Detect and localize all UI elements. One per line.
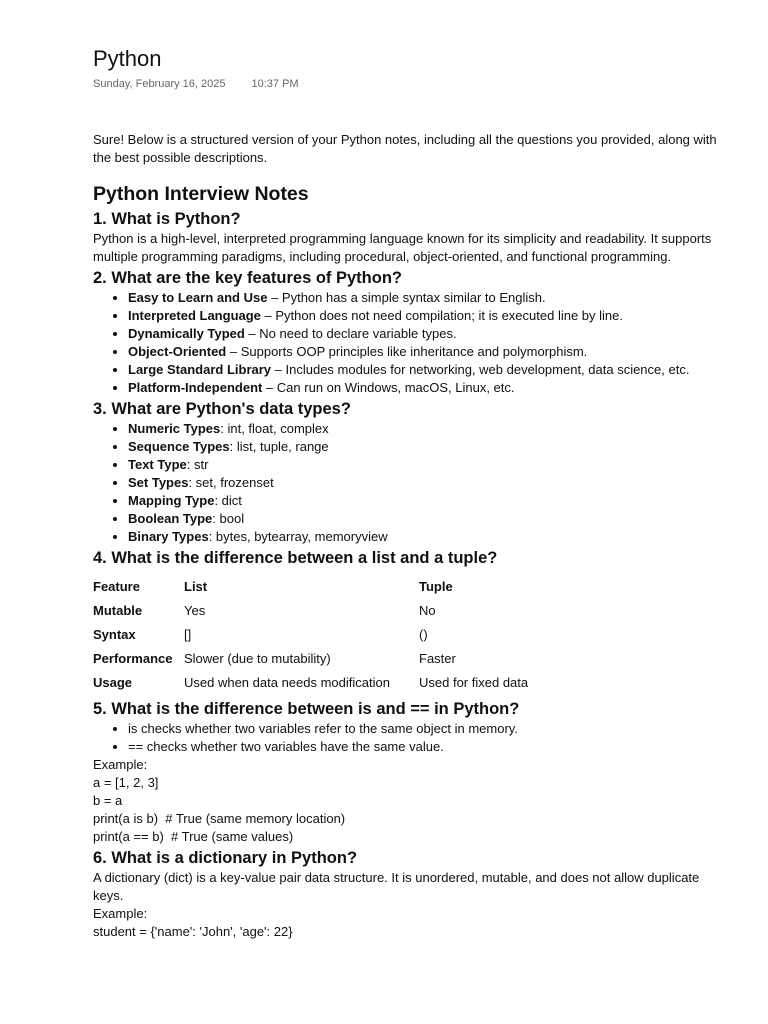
- table-cell: Yes: [184, 602, 206, 618]
- table-cell: Slower (due to mutability): [184, 650, 331, 666]
- list-item-desc: : set, frozenset: [188, 475, 274, 490]
- list-item-term: Interpreted Language: [128, 308, 261, 323]
- section-body: Python is a high-level, interpreted programming language known for its simplicity and readability. It supports multiple programming paradigms, including procedural, object-oriented, and functional programming.: [93, 231, 712, 264]
- list-item: [128, 420, 733, 438]
- code-line: student = {'name': 'John', 'age': 22}: [93, 924, 293, 939]
- feature-list: [93, 289, 733, 397]
- intro-paragraph: Sure! Below is a structured version of your Python notes, including all the questions you provided, along with the best possible descriptions.: [93, 132, 717, 165]
- list-item-desc: : list, tuple, range: [229, 439, 329, 454]
- table-header-cell: Feature: [93, 578, 140, 594]
- list-item-term: Set Types: [128, 475, 189, 490]
- section-heading: 5. What is the difference between is and == in Python?: [93, 700, 520, 718]
- list-item-term: Binary Types: [128, 529, 209, 544]
- list-item-term: Sequence Types: [128, 439, 230, 454]
- section-heading: 3. What are Python's data types?: [93, 400, 351, 418]
- list-item-desc: : bytes, bytearray, memoryview: [208, 529, 388, 544]
- list-item: • is checks whether two variables refer to the same object in memory.: [128, 720, 733, 738]
- table-header-cell: List: [184, 578, 208, 594]
- list-item: [128, 343, 733, 361]
- list-item: [128, 510, 733, 528]
- list-item-desc: – Supports OOP principles like inheritance and polymorphism.: [226, 344, 588, 359]
- example-label: Example:: [93, 906, 148, 921]
- code-line: b = a: [93, 793, 123, 808]
- table-cell: Used for fixed data: [419, 674, 529, 690]
- table-cell: Used when data needs modification: [184, 674, 390, 690]
- table-cell: Syntax: [93, 626, 136, 642]
- list-item-desc: : bool: [212, 511, 245, 526]
- list-item-desc: – Python has a simple syntax similar to English.: [267, 290, 546, 305]
- comparison-list: [93, 720, 733, 756]
- list-item-desc: : dict: [214, 493, 242, 508]
- section-heading: 1. What is Python?: [93, 210, 241, 228]
- list-item: [128, 289, 733, 307]
- list-item-term: Text Type: [128, 457, 187, 472]
- section-heading: 2. What are the key features of Python?: [93, 269, 402, 287]
- table-cell: Faster: [419, 650, 456, 666]
- section-heading: 6. What is a dictionary in Python?: [93, 849, 358, 867]
- list-item-desc: : int, float, complex: [220, 421, 329, 436]
- list-item: [128, 492, 733, 510]
- note-date: Sunday, February 16, 2025: [93, 78, 226, 90]
- table-row: [93, 622, 619, 646]
- note-timestamp: [93, 77, 733, 91]
- note-title: Python: [93, 46, 162, 71]
- table-cell: Mutable: [93, 602, 143, 618]
- comparison-table: [93, 574, 619, 694]
- list-item: [128, 325, 733, 343]
- list-item: [128, 456, 733, 474]
- table-cell: Performance: [93, 650, 173, 666]
- table-header-row: [93, 574, 619, 598]
- table-cell: Usage: [93, 674, 133, 690]
- note-time: 10:37 PM: [251, 78, 299, 90]
- list-item: • == checks whether two variables have the same value.: [128, 738, 733, 756]
- table-header-cell: Tuple: [419, 578, 453, 594]
- list-item: [128, 379, 733, 397]
- note-page: [93, 44, 733, 941]
- list-item-term: Object-Oriented: [128, 344, 227, 359]
- table-row: [93, 646, 619, 670]
- list-item-desc: : str: [186, 457, 209, 472]
- list-item-term: Platform-Independent: [128, 380, 263, 395]
- list-item-term: Large Standard Library: [128, 362, 272, 377]
- list-item: [128, 528, 733, 546]
- list-item: [128, 361, 733, 379]
- list-item-term: Numeric Types: [128, 421, 221, 436]
- list-item: [128, 438, 733, 456]
- list-item-desc: – Can run on Windows, macOS, Linux, etc.: [262, 380, 515, 395]
- list-item: [128, 307, 733, 325]
- list-item-desc: – No need to declare variable types.: [244, 326, 457, 341]
- list-item-term: Mapping Type: [128, 493, 215, 508]
- table-cell: []: [184, 626, 192, 642]
- example-label: Example:: [93, 757, 148, 772]
- list-item-term: Dynamically Typed: [128, 326, 245, 341]
- list-item: [128, 474, 733, 492]
- section-heading: 4. What is the difference between a list and a tuple?: [93, 549, 498, 567]
- list-item-desc: – Includes modules for networking, web development, data science, etc.: [271, 362, 690, 377]
- code-line: print(a == b) # True (same values): [93, 829, 294, 844]
- table-cell: No: [419, 602, 436, 618]
- list-item-desc: – Python does not need compilation; it is executed line by line.: [260, 308, 623, 323]
- data-types-list: [93, 420, 733, 546]
- table-cell: (): [419, 626, 428, 642]
- table-row: [93, 598, 619, 622]
- list-item-term: Easy to Learn and Use: [128, 290, 268, 305]
- code-line: print(a is b) # True (same memory location): [93, 811, 346, 826]
- table-row: [93, 670, 619, 694]
- code-line: a = [1, 2, 3]: [93, 775, 159, 790]
- document-heading: Python Interview Notes: [93, 183, 309, 205]
- list-item-term: Boolean Type: [128, 511, 213, 526]
- section-body: A dictionary (dict) is a key-value pair data structure. It is unordered, mutable, and does not allow duplicate keys.: [93, 870, 700, 903]
